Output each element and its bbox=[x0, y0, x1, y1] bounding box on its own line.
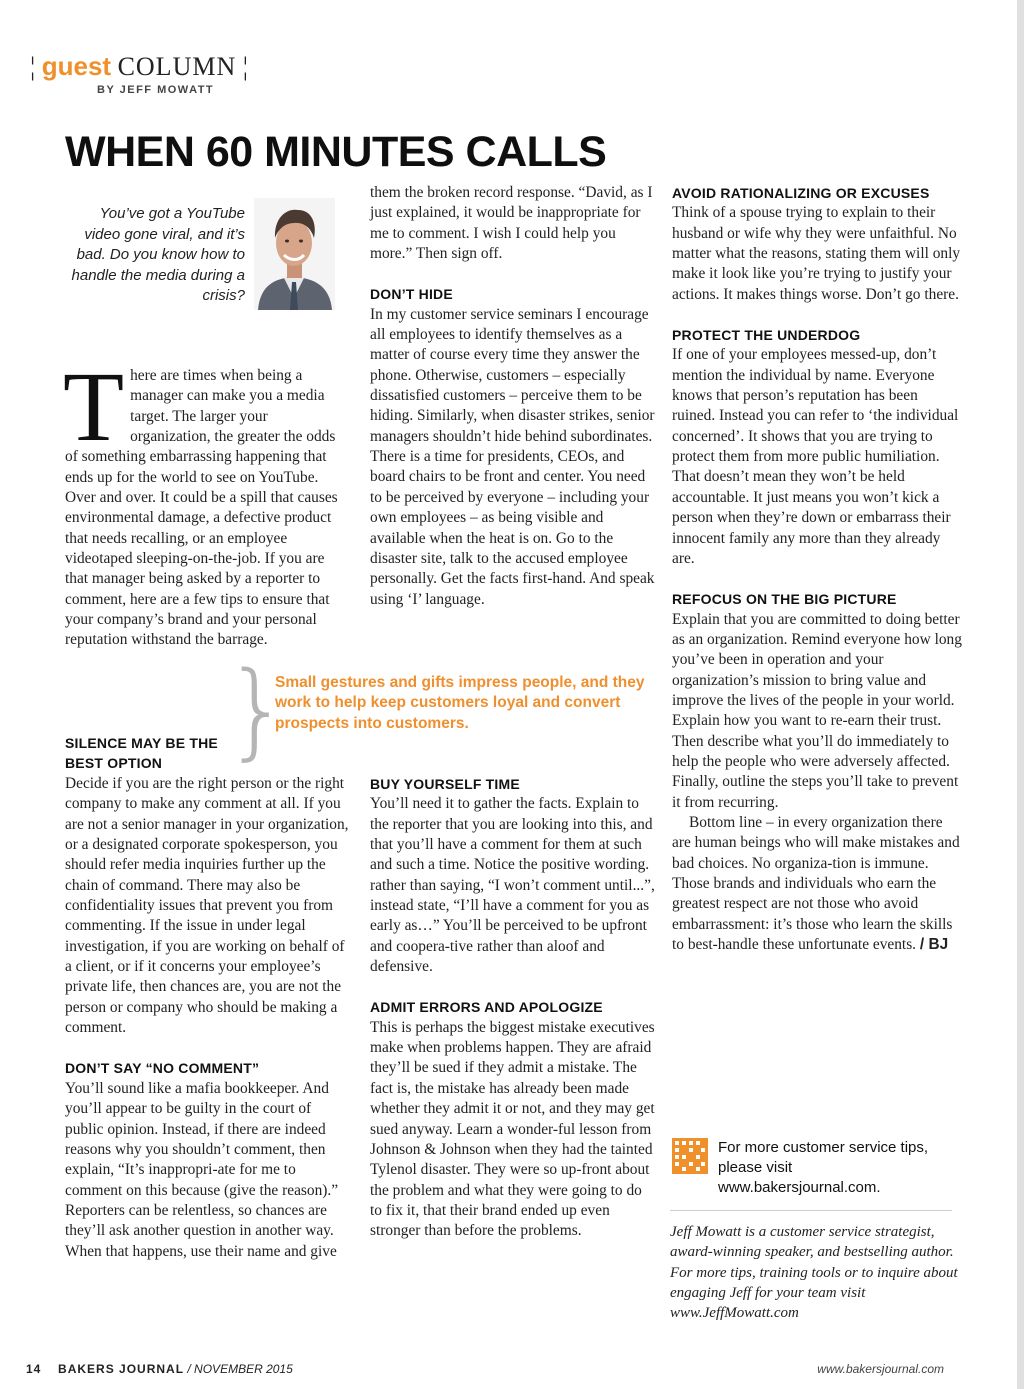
section-heading: BUY YOURSELF TIME bbox=[370, 776, 520, 792]
signoff: / BJ bbox=[919, 936, 949, 954]
drop-cap: T bbox=[63, 351, 125, 462]
closing-text: Bottom line – in every organization there are human beings who will make mistakes and bad choices. No organiza-tion is immune. Those brands and individuals who earn the greatest respect are not those who avoid embarrassment: it’s those who learn the skills to best-handle these unfortunate events. bbox=[672, 813, 960, 954]
section-heading: PROTECT THE UNDERDOG bbox=[672, 327, 861, 344]
section-heading: ADMIT ERRORS AND APOLOGIZE bbox=[370, 999, 603, 1016]
page-number: 14 bbox=[26, 1362, 42, 1376]
section-label-guest: guest bbox=[41, 51, 112, 81]
section-heading: SILENCE MAY BE THE BEST OPTION bbox=[65, 735, 218, 772]
footer-website: www.bakersjournal.com bbox=[817, 1362, 944, 1376]
bakers-journal-logo-icon bbox=[672, 1138, 708, 1174]
column-1-section-1 bbox=[65, 733, 235, 774]
section-header: ¦ guest COLUMN ¦ bbox=[30, 51, 248, 81]
article-deck: You’ve got a YouTube video gone viral, and it’s bad. Do you know how to handle the media during a crisis? bbox=[71, 205, 245, 304]
intro-paragraph: here are times when being a manager can make you a media target. The larger your organization, the greater the odds of something embarrassing happening that ends up for the world to see on YouTube. Over and over. It could be a spill that causes environmental damage, a defective product that needs recalling, or an employee videotaped sleeping-on-the-job. If you are that manager being asked by a reporter to comment, here are a few tips to ensure that your company’s brand and your personal reputation withstand the barrage. bbox=[65, 367, 338, 649]
column-2-bottom bbox=[370, 774, 655, 1242]
column-3 bbox=[672, 183, 964, 955]
column-1 bbox=[63, 351, 350, 651]
section-body: Think of a spouse trying to explain to their husband or wife why they were unfaithful. No matter what the reasons, stating them will only make it look like you’re trying to justify your actions. It makes things worse. Don’t go there. bbox=[672, 204, 961, 303]
byline: BY JEFF MOWATT bbox=[97, 84, 215, 96]
pull-quote-brace-icon: } bbox=[224, 649, 291, 771]
section-heading: AVOID RATIONALIZING OR EXCUSES bbox=[672, 185, 930, 201]
footer-left bbox=[26, 1362, 293, 1376]
author-photo bbox=[254, 198, 335, 310]
section-body: You’ll need it to gather the facts. Explain to the reporter that you are looking into this, and that you’ll have a comment for them at such and such a time. Notice the positive wording. rather than saying, “I won’t comment until...”, instead state, “I’ll have a comment for you as early as…” You’ll be perceived to be upfront and coopera-tive rather than aloof and defensive. bbox=[370, 795, 655, 976]
continuation-text: them the broken record response. “David, as I just explained, it would be inappropriate for me to comment. I wish I could help you more.” Then sign off. bbox=[370, 184, 653, 263]
closing-paragraph bbox=[672, 813, 964, 955]
section-body: In my customer service seminars I encourage all employees to identify themselves as a matter of course every time they answer the phone. Otherwise, customers – especially dissatisfied customers – perceive them to be hiding. Similarly, when disaster strikes, senior managers shouldn’t hide behind subordinates. There is a time for presidents, CEOs, and board chairs to be front and center. You need to be perceived by everyone – including your own employees – as being visible and available when the heat is on. Go to the disaster site, talk to the accused employee personally. Get the facts first-hand. And speak using ‘I’ language. bbox=[370, 305, 655, 608]
publication-name: BAKERS JOURNAL bbox=[58, 1362, 185, 1376]
issue-date: / NOVEMBER 2015 bbox=[187, 1362, 293, 1376]
section-heading: DON’T HIDE bbox=[370, 286, 453, 303]
section-body: This is perhaps the biggest mistake executives make when problems happen. They are afraid they’ll be sued if they admit a mistake. The fact is, the mistake has already been made whether they admit it or not, and they may get sued anyway. Learn a wonder-ful lesson from Johnson & Johnson when they had the tainted Tylenol disaster. They were so up-front about the problem and what they were going to do to fix it, that their brand ended up even stronger than before the problems. bbox=[370, 1018, 655, 1240]
promo-text: For more customer service tips, please visit www.bakersjournal.com. bbox=[718, 1139, 929, 1196]
section-heading: REFOCUS ON THE BIG PICTURE bbox=[672, 591, 897, 608]
section-body: Explain that you are committed to doing better as an organization. Remind everyone how long you’ve been in operation and your organization’s mission to bring value and improve the lives of the people in your world. Explain how you want to re-earn their trust. Then describe what you’ll do immediately to help the people who were adversely affected. Finally, outline the steps you’ll take to prevent it from recurring. bbox=[672, 610, 962, 811]
section-body: If one of your employees messed-up, don’t mention the individual by name. Everyone knows that person’s reputation has been ruined. Instead you can refer to ‘the individual concerned’. It shows that you are trying to protect them from more public humiliation. That doesn’t mean they won’t be held accountable. It just means you won’t kick a person when they’re down or embarrass their innocent family any more than they already are. bbox=[672, 346, 959, 567]
section-heading: DON’T SAY “NO COMMENT” bbox=[65, 1060, 260, 1077]
column-2-top bbox=[370, 183, 655, 610]
section-label-column: COLUMN bbox=[117, 52, 237, 81]
pull-quote: Small gestures and gifts impress people, and they work to help keep customers loyal and convert prospects into customers. bbox=[275, 674, 645, 732]
author-bio: Jeff Mowatt is a customer service strategist, award-winning speaker, and bestselling author. For more tips, training tools or to inquire about engaging Jeff for your team visit www.JeffMowatt.com bbox=[670, 1224, 958, 1322]
page-edge bbox=[1017, 0, 1024, 1389]
article-title: WHEN 60 MINUTES CALLS bbox=[65, 128, 607, 176]
section-body: Decide if you are the right person or the right company to make any comment at all. If you are not a senior manager in your organization, or a designated corporate spokesperson, you should refer media inquiries further up the chain of command. There may also be confidentiality issues that prevent you from commenting. If the issue in under legal investigation, if you are working on behalf of a client, or if it concerns your employee’s private life, then chances are, you are not the person or company who should be making a comment. bbox=[65, 775, 349, 1037]
section-body: You’ll sound like a mafia bookkeeper. And you’ll appear to be guilty in the court of public opinion. Instead, if there are indeed reasons why you shouldn’t comment, then explain, “It’s inappropri-ate for me to comment on this because (give the reason).” Reporters can be relentless, so chances are they’ll ask another question in another way. When that happens, use their name and give bbox=[65, 1079, 339, 1260]
column-1-body bbox=[65, 774, 350, 1262]
divider bbox=[670, 1210, 952, 1211]
